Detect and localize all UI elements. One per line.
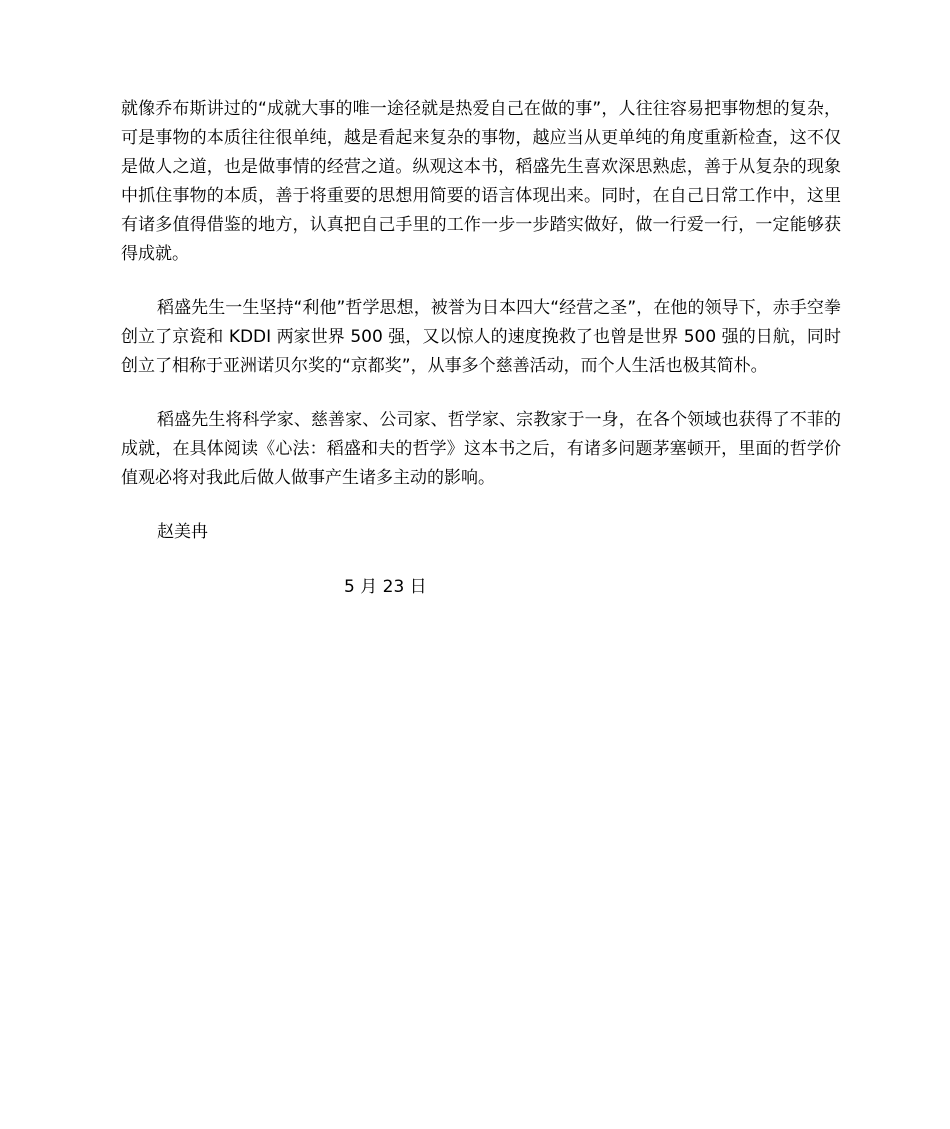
author-signature: 赵美冉 bbox=[157, 522, 208, 542]
paragraph-3: 稻盛先生将科学家、慈善家、公司家、哲学家、宗教家于一身，在各个领域也获得了不菲的成就，在具体阅读《心法：稻盛和夫的哲学》这本书之后，有诸多问题茅塞顿开，里面的哲学价值观必将对我此后做人做事产生诸多主动的影响。 bbox=[121, 410, 841, 488]
document-body bbox=[121, 95, 841, 602]
document-date: 5 月 23 日 bbox=[344, 577, 427, 597]
paragraph-1: 就像乔布斯讲过的“成就大事的唯一途径就是热爱自己在做的事”，人往往容易把事物想的复杂，可是事物的本质往往很单纯，越是看起来复杂的事物，越应当从更单纯的角度重新检查，这不仅是做人之道，也是做事情的经营之道。纵观这本书，稻盛先生喜欢深思熟虑，善于从复杂的现象中抓住事物的本质，善于将重要的思想用简要的语言体现出来。同时，在自己日常工作中，这里有诸多值得借鉴的地方，认真把自己手里的工作一步一步踏实做好，做一行爱一行，一定能够获得成就。 bbox=[121, 99, 841, 264]
paragraph-2: 稻盛先生一生坚持“利他”哲学思想，被誉为日本四大“经营之圣”，在他的领导下，赤手空拳创立了京瓷和 KDDI 两家世界 500 强，又以惊人的速度挽救了也曾是世界 500 强的日航，同时创立了相称于亚洲诺贝尔奖的“京都奖”，从事多个慈善活动，而个人生活也极其简朴。 bbox=[121, 298, 841, 376]
